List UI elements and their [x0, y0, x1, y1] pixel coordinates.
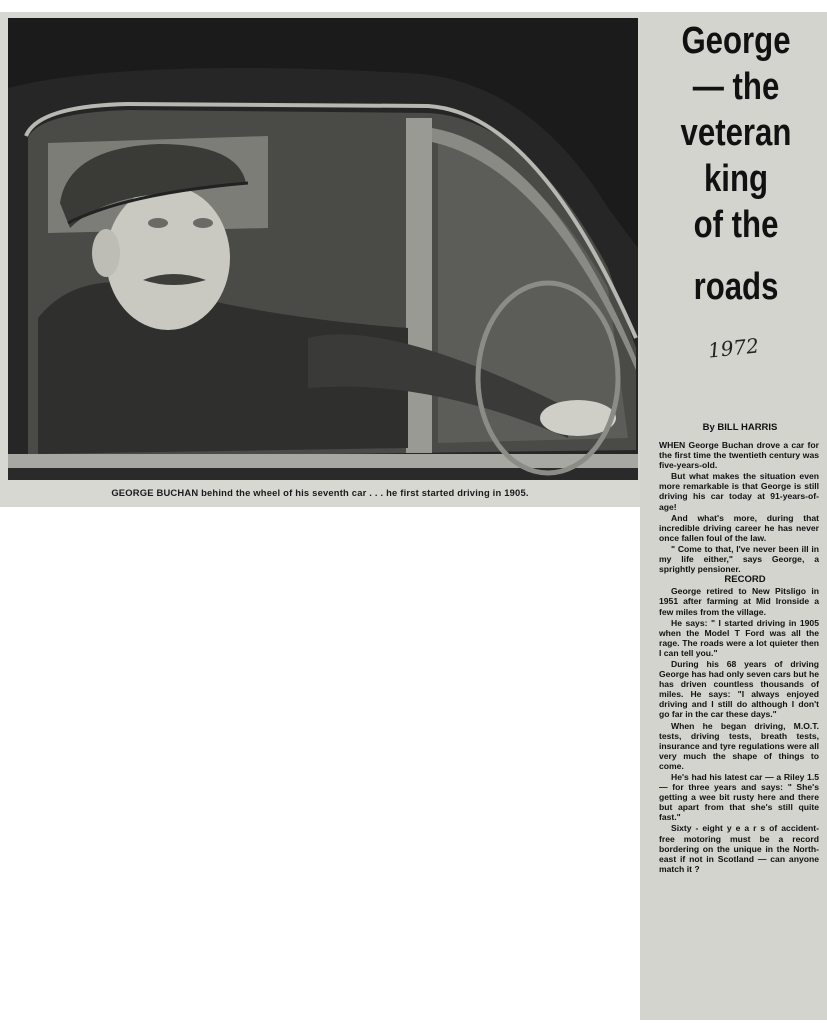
paragraph: But what makes the situation even more remarkable is that George is still driving his car today at 91-years-of-age!: [659, 471, 819, 512]
article-body: [659, 440, 819, 875]
photo-caption: GEORGE BUCHAN behind the wheel of his seventh car . . . he first started driving in 1905.: [111, 487, 529, 498]
handwritten-year: 1972: [706, 333, 761, 363]
photo-block: [0, 12, 640, 507]
paragraph: " Come to that, I've never been ill in my life either," says George, a sprightly pensioner.: [659, 543, 819, 575]
paragraph: He says: " I started driving in 1905 when the Model T Ford was all the rage. The roads were a lot quieter then I can tell you.": [659, 617, 819, 658]
car-photo-graphic: [8, 18, 638, 480]
subheading: RECORD: [724, 574, 766, 586]
paragraph: WHEN George Buchan drove a car for the first time the twentieth century was five-years-old.: [659, 440, 819, 471]
photo-man-in-car: [8, 18, 638, 480]
headline: [667, 18, 805, 310]
headline-line: roads: [693, 266, 779, 308]
paragraph: When he began driving, M.O.T. tests, driving tests, breath tests, insurance and tyre regulations were all very much the shape of things to come.: [659, 720, 819, 771]
paragraph: And what's more, during that incredible driving career he has never once fallen foul of the law.: [659, 512, 819, 543]
paragraph: During his 68 years of driving George has had only seven cars but he has driven countless thousands of miles. He says: "I always enjoyed driving and I still do although I don't go far in the car these days.": [659, 658, 819, 720]
headline-line: veteran: [680, 112, 792, 154]
paragraph: George retired to New Pitsligo in 1951 after farming at Mid Ironside a few miles from the village.: [659, 586, 819, 617]
headline-line: of the: [693, 204, 779, 246]
headline-line: king: [703, 158, 769, 200]
headline-line: — the: [692, 66, 780, 108]
byline: By BILL HARRIS: [702, 422, 778, 433]
paragraph: He's had his latest car — a Riley 1.5 — for three years and says: " She's getting a wee bit rusty here and there but apart from that she's still quite fast.": [659, 772, 819, 823]
paragraph: Sixty - eight y e a r s of accident-free motoring must be a record bordering on the unique in the North-east if not in Scotland — can anyone match it ?: [659, 823, 819, 874]
headline-line: George: [681, 20, 791, 62]
